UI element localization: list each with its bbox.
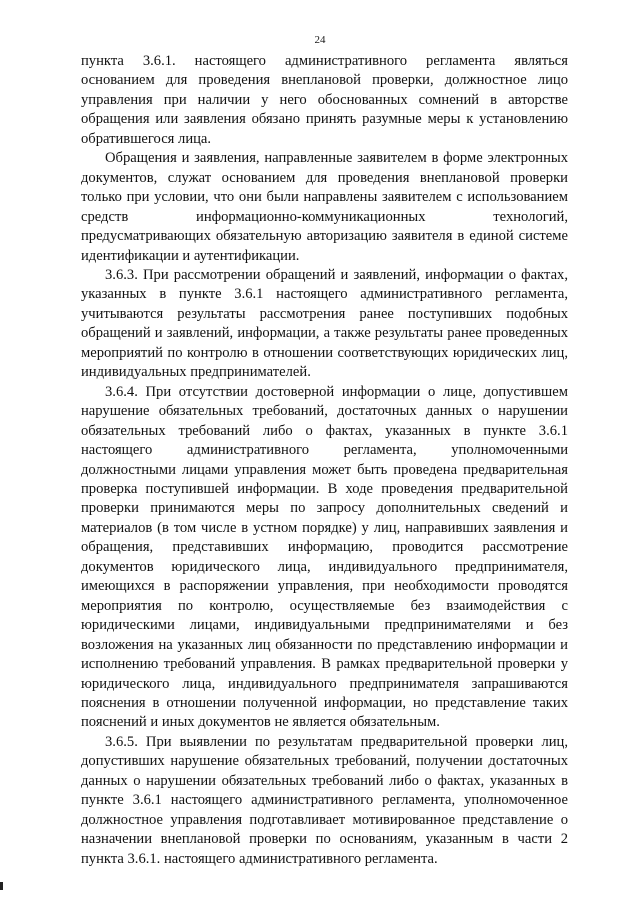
scan-edge-mark — [0, 882, 3, 890]
document-body — [81, 52, 568, 869]
paragraph-continuation: пункта 3.6.1. настоящего административного регламента являться основанием для проведения внеплановой проверки, должностное лицо управления при наличии у него обоснованных сомнений в авторстве обращения или заявления обязано принять разумные меры к установлению обратившегося лица. — [81, 53, 568, 147]
paragraph-3-6-5: 3.6.5. При выявлении по результатам предварительной проверки лиц, допустивших нарушение обязательных требований, получении достаточных данных о нарушении обязательных требований либо о фактах, указанных в пункте 3.6.1 настоящего административного регламента, уполномоченное должностное управления подготавливает мотивированное представление о назначении внеплановой проверки по основаниям, указанным в части 2 пункта 3.6.1. настоящего административного регламента. — [81, 733, 568, 867]
page-number: 24 — [314, 34, 326, 46]
paragraph-electronic-documents: Обращения и заявления, направленные заявителем в форме электронных документов, служат основанием для проведения внеплановой проверки только при условии, что они были направлены заявителем с использованием средств информационно-коммуникационных технологий, предусматривающих обязательную авторизацию заявителя в единой системе идентификации и аутентификации. — [81, 150, 568, 264]
paragraph-3-6-4: 3.6.4. При отсутствии достоверной информации о лице, допустившем нарушение обязательных требований, достаточных данных о нарушении обязательных требований либо о фактах, указанных в пункте 3.6.1 настоящего административного регламента, уполномоченными должностными лицами управления может быть проведена предварительная проверка поступившей информации. В ходе проведения предварительной проверки принимаются меры по запросу дополнительных сведений и материалов (в том числе в устном порядке) у лиц, направивших заявления и обращения, представивших информацию, проводится рассмотрение документов юридического лица, индивидуального предпринимателя, имеющихся в распоряжении управления, при необходимости проводятся мероприятия по контролю, осуществляемые без взаимодействия с юридическими лицами, индивидуальными предпринимателями и без возложения на указанных лиц обязанности по представлению информации и исполнению требований управления. В рамках предварительной проверки у юридического лица, индивидуального предпринимателя запрашиваются пояснения в отношении полученной информации, но представление таких пояснений и иных документов не является обязательным. — [81, 383, 568, 731]
paragraph-3-6-3: 3.6.3. При рассмотрении обращений и заявлений, информации о фактах, указанных в пункте 3.6.1 настоящего административного регламента, учитываются результаты рассмотрения ранее поступивших подобных обращений и заявлений, информации, а также результаты ранее проведенных мероприятий по контролю в отношении соответствующих юридических лиц, индивидуальных предпринимателей. — [81, 266, 568, 381]
